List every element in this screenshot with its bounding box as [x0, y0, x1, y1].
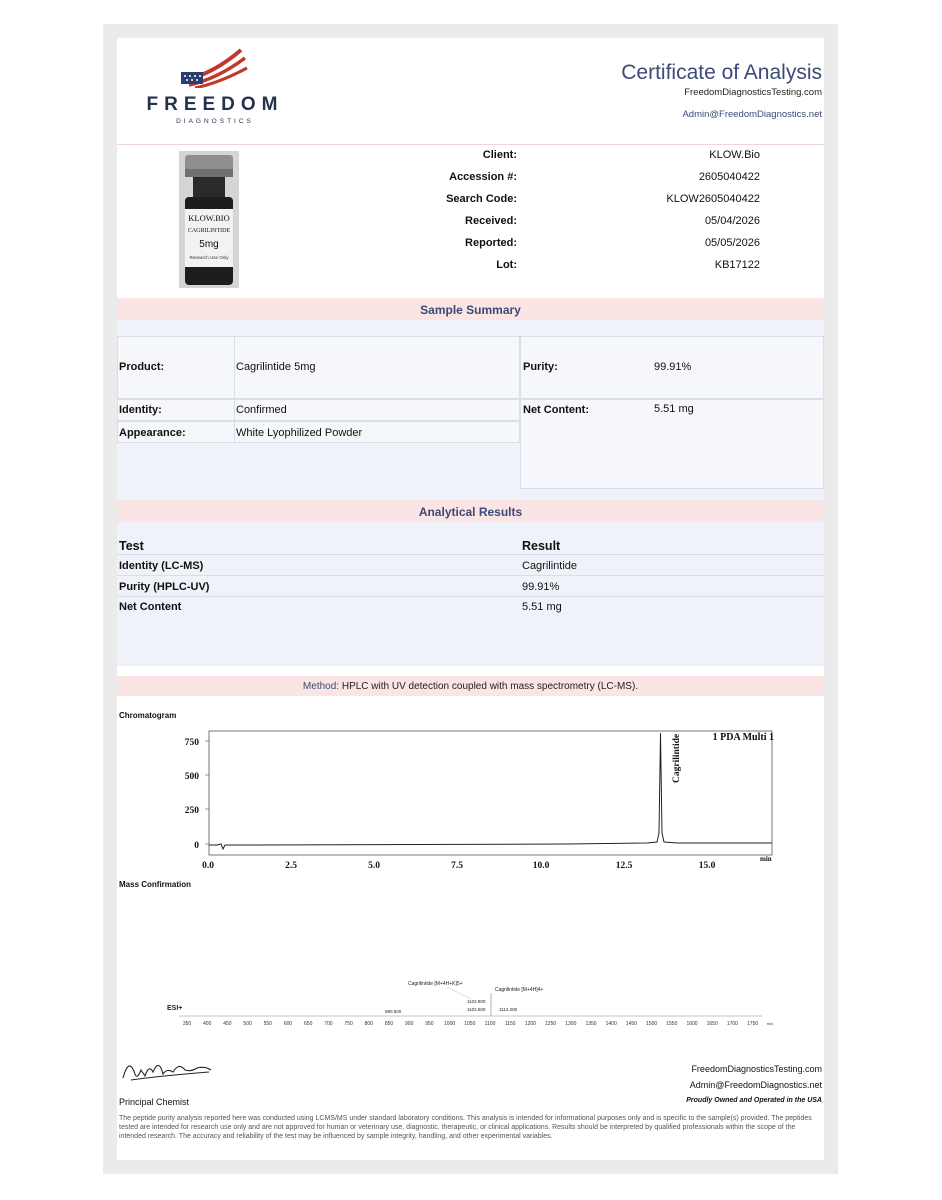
purity-label: Purity:	[523, 361, 558, 373]
footer-website[interactable]: FreedomDiagnosticsTesting.com	[691, 1064, 822, 1074]
product-label: Product:	[119, 361, 165, 373]
result-row-value: 5.51 mg	[522, 601, 562, 613]
result-row-test: Net Content	[119, 601, 182, 613]
chromatogram-title: Chromatogram	[119, 711, 177, 720]
mass-x-tick: 400	[203, 1021, 212, 1027]
chromatogram-detector-label: 1 PDA Multi 1	[712, 732, 774, 743]
product-cell	[117, 336, 520, 399]
chromatogram-plot-area	[209, 731, 772, 855]
mass-x-tick: 1550	[666, 1021, 678, 1027]
chromatogram-y-tick: 0	[194, 841, 199, 851]
chromatogram-x-tick: 2.5	[285, 861, 297, 871]
mass-x-tick: 600	[283, 1021, 293, 1027]
result-row-test: Purity (HPLC-UV)	[119, 581, 210, 593]
document-title: Certificate of Analysis	[621, 61, 822, 84]
analytical-results-panel	[117, 522, 824, 666]
net-content-value: 5.51 mg	[654, 403, 694, 415]
mass-x-tick: 1000	[444, 1021, 456, 1027]
signature-stroke	[123, 1065, 211, 1080]
certificate-page	[117, 38, 824, 1160]
reported-label: Reported:	[465, 237, 517, 249]
chromatogram-x-tick: 15.0	[698, 861, 716, 871]
footer-owned-statement: Proudly Owned and Operated in the USA	[686, 1097, 822, 1104]
result-row-test: Identity (LC-MS)	[119, 560, 204, 572]
result-row-value: Cagrilintide	[522, 560, 578, 572]
mass-x-tick: 1300	[565, 1021, 577, 1027]
search-code-label: Search Code:	[446, 193, 517, 205]
vial-name: CAGRILINTIDE	[187, 228, 231, 234]
brand-name: FREEDOM	[146, 94, 284, 115]
brand-subtitle: DIAGNOSTICS	[176, 118, 254, 125]
chemist-title: Principal Chemist	[119, 1097, 190, 1107]
mass-x-tick: 750	[344, 1021, 353, 1027]
mass-x-tick: 1600	[686, 1021, 698, 1027]
results-row-divider	[117, 575, 824, 576]
mass-x-tick: 1200	[524, 1021, 536, 1027]
mass-x-tick: 1700	[726, 1021, 738, 1027]
header-email[interactable]: Admin@FreedomDiagnostics.net	[682, 109, 822, 120]
mass-peak-label: 1102.600	[467, 1007, 486, 1012]
mass-x-tick: 350	[182, 1021, 192, 1027]
mass-x-tick: 1350	[585, 1021, 597, 1027]
vial-illustration	[179, 151, 239, 288]
reported-value: 05/05/2026	[704, 237, 760, 249]
mass-confirmation-title: Mass Confirmation	[119, 880, 192, 889]
test-column-header: Test	[119, 539, 144, 553]
vial-note: Research Use Only	[189, 255, 229, 260]
disclaimer-text: The peptide purity analysis reported here was conducted using LCMS/MS under standard laboratory conditions. This analysis is intended for informational purposes only and is specific to the sample(s) provided. The peptides tested are intended for research use only and are not approved for human or veterinary use, diagnostic, therapeutic, or clinical applications. Results should be interpreted by qualified professionals within the scope of the intended research. The accuracy and reliability of the test may be influenced by sample integrity, handling, and other experimental variables.	[119, 1115, 812, 1140]
identity-value: Confirmed	[236, 404, 287, 416]
mass-x-tick: 800	[364, 1021, 373, 1027]
mass-x-tick: 900	[405, 1021, 414, 1027]
method-label: Method:	[302, 681, 340, 692]
mass-x-tick: 1250	[545, 1021, 557, 1027]
sample-summary-title: Sample Summary	[420, 303, 521, 317]
mass-x-tick: 1450	[625, 1021, 637, 1027]
mass-x-tick: 1650	[706, 1021, 718, 1027]
analytical-results-title: Analytical Results	[418, 505, 523, 519]
mass-annotation-leader	[447, 987, 471, 999]
chromatogram-y-tick: 750	[184, 738, 199, 748]
chromatogram-x-unit: min	[760, 855, 772, 863]
chromatogram-x-tick: 10.0	[532, 861, 550, 871]
mass-peak-label: 1112.200	[499, 1007, 518, 1012]
mass-x-tick: 1400	[605, 1021, 617, 1027]
mass-x-tick: 1150	[504, 1021, 516, 1027]
mass-x-tick: 650	[304, 1021, 313, 1027]
mass-x-tick: 1750	[747, 1021, 759, 1027]
mass-x-tick: 850	[384, 1021, 394, 1027]
header-website[interactable]: FreedomDiagnosticsTesting.com	[684, 87, 822, 98]
mass-annotation: Cagrilintide [M+4H]4+	[495, 987, 544, 993]
mass-x-ticks	[183, 1021, 773, 1027]
accession-value: 2605040422	[698, 171, 760, 183]
purity-value: 99.91%	[654, 361, 692, 373]
chromatogram-y-tick: 500	[184, 772, 199, 782]
mass-x-tick: 950	[425, 1021, 434, 1027]
results-row-divider	[117, 596, 824, 597]
chromatogram-x-tick: 7.5	[451, 861, 463, 871]
mass-x-tick: 550	[263, 1021, 272, 1027]
mass-x-tick: 1050	[464, 1021, 476, 1027]
mass-x-tick: 700	[324, 1021, 333, 1027]
identity-label: Identity:	[119, 404, 162, 416]
product-vial-image	[179, 151, 239, 288]
summary-col-divider	[234, 336, 235, 443]
result-row-value: 99.91%	[522, 581, 560, 593]
product-value: Cagrilintide 5mg	[236, 361, 316, 373]
mass-spectrum-chart	[117, 893, 824, 1033]
vial-brand: KLOW.BIO	[188, 213, 230, 223]
mass-x-unit: m/z	[766, 1021, 774, 1026]
mass-x-tick: 1500	[646, 1021, 658, 1027]
chromatogram-chart	[117, 723, 824, 883]
chromatogram-x-tick: 0.0	[202, 861, 214, 871]
chromatogram-x-tick: 5.0	[368, 861, 380, 871]
result-column-header: Result	[522, 539, 561, 553]
chromatogram-y-tick: 250	[184, 806, 199, 816]
accession-label: Accession #:	[449, 171, 517, 183]
search-code-value: KLOW2605040422	[666, 193, 760, 205]
identity-cell	[117, 399, 520, 421]
received-value: 05/04/2026	[704, 215, 760, 227]
received-label: Received:	[465, 215, 517, 227]
results-header-divider	[117, 554, 824, 555]
mass-annotation: Cagrilintide [M+4H+K]5+	[408, 981, 463, 987]
net-content-label: Net Content:	[523, 404, 589, 416]
lot-value: KB17122	[714, 259, 760, 271]
mass-peak-label: 1102.800	[467, 999, 486, 1004]
mass-mode-label: ESI+	[167, 1005, 183, 1012]
flag-logo-icon	[179, 46, 251, 88]
mass-x-tick: 1100	[484, 1021, 496, 1027]
vial-dose: 5mg	[199, 239, 219, 250]
header-divider	[117, 144, 824, 145]
appearance-label: Appearance:	[119, 427, 186, 439]
mass-x-tick: 500	[243, 1021, 252, 1027]
chromatogram-x-tick: 12.5	[615, 861, 633, 871]
chromatogram-peak-label: Cagrilintide	[672, 733, 682, 783]
appearance-value: White Lyophilized Powder	[236, 427, 363, 439]
footer-email[interactable]: Admin@FreedomDiagnostics.net	[689, 1080, 822, 1090]
lot-label: Lot:	[496, 259, 517, 271]
client-value: KLOW.Bio	[709, 149, 760, 161]
mass-peak-label: 890.500	[385, 1009, 402, 1014]
signature-image	[119, 1050, 219, 1086]
method-line	[117, 681, 824, 692]
method-text: HPLC with UV detection coupled with mass spectrometry (LC-MS).	[341, 681, 639, 692]
mass-x-tick: 450	[223, 1021, 232, 1027]
client-label: Client:	[482, 149, 517, 161]
